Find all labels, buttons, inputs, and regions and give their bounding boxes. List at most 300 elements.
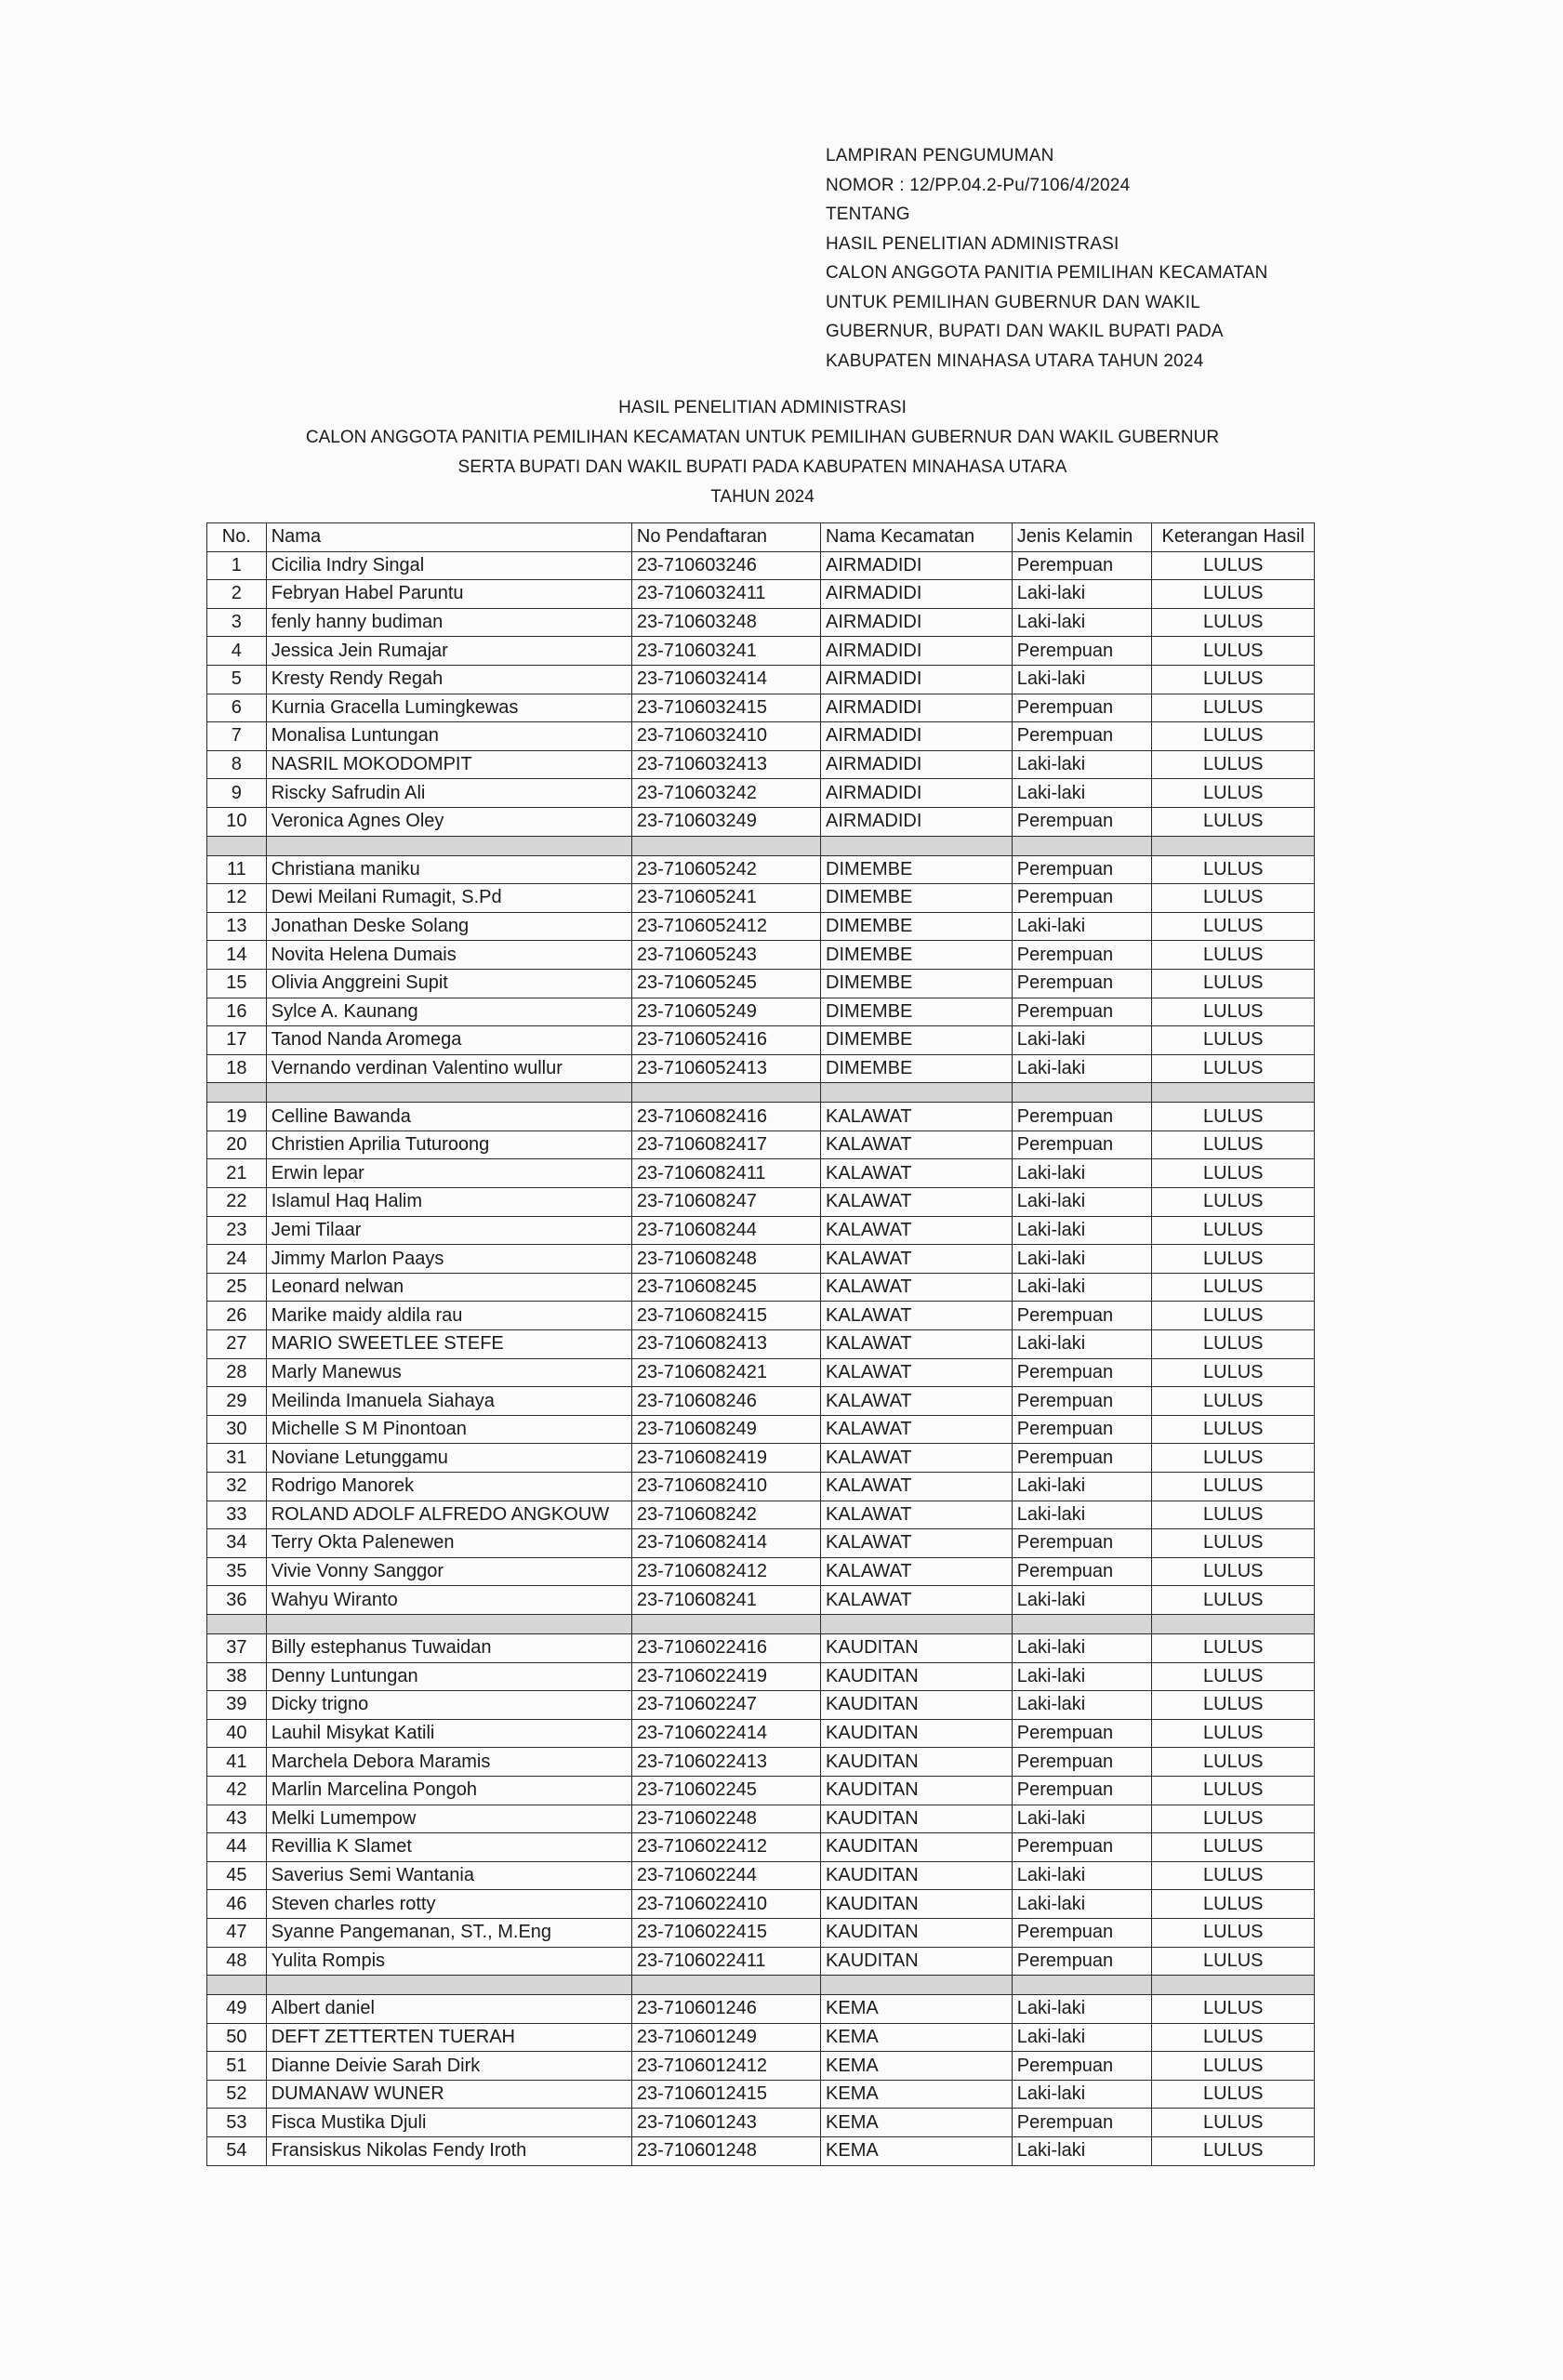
separator-cell [631, 1614, 820, 1633]
cell-keterangan: LULUS [1152, 941, 1315, 970]
cell-jenis-kelamin: Laki-laki [1012, 1805, 1152, 1833]
cell-keterangan: LULUS [1152, 969, 1315, 998]
table-row [207, 1054, 1315, 1083]
cell-jenis-kelamin: Perempuan [1012, 1444, 1152, 1473]
cell-no-pendaftaran: 23-7106012412 [631, 2052, 820, 2081]
cell-no-pendaftaran: 23-710605242 [631, 855, 820, 884]
table-row [207, 1947, 1315, 1976]
cell-kecamatan: KALAWAT [821, 1444, 1013, 1473]
cell-no: 10 [207, 807, 267, 836]
cell-no-pendaftaran: 23-7106022410 [631, 1890, 820, 1919]
cell-no: 35 [207, 1557, 267, 1586]
cell-no-pendaftaran: 23-710603242 [631, 779, 820, 808]
cell-no-pendaftaran: 23-7106082417 [631, 1130, 820, 1159]
separator-cell [1012, 1083, 1152, 1103]
separator-cell [821, 1083, 1013, 1103]
cell-no-pendaftaran: 23-710608241 [631, 1586, 820, 1615]
cell-nama: Syanne Pangemanan, ST., M.Eng [266, 1918, 631, 1947]
separator-cell [1012, 1614, 1152, 1633]
cell-jenis-kelamin: Laki-laki [1012, 2137, 1152, 2166]
cell-kecamatan: KAUDITAN [821, 1776, 1013, 1805]
cell-kecamatan: KEMA [821, 2052, 1013, 2081]
table-row [207, 1444, 1315, 1473]
cell-no-pendaftaran: 23-710603241 [631, 637, 820, 666]
cell-no: 46 [207, 1890, 267, 1919]
cell-jenis-kelamin: Perempuan [1012, 1358, 1152, 1387]
cell-keterangan: LULUS [1152, 1947, 1315, 1976]
cell-jenis-kelamin: Laki-laki [1012, 1633, 1152, 1662]
cell-no: 15 [207, 969, 267, 998]
cell-no: 52 [207, 2080, 267, 2109]
cell-kecamatan: KALAWAT [821, 1586, 1013, 1615]
table-row [207, 1691, 1315, 1720]
cell-kecamatan: AIRMADIDI [821, 779, 1013, 808]
cell-jenis-kelamin: Perempuan [1012, 941, 1152, 970]
cell-nama: Albert daniel [266, 1995, 631, 2024]
cell-keterangan: LULUS [1152, 884, 1315, 913]
cell-no-pendaftaran: 23-710608244 [631, 1216, 820, 1245]
cell-kecamatan: DIMEMBE [821, 941, 1013, 970]
cell-no: 48 [207, 1947, 267, 1976]
cell-kecamatan: AIRMADIDI [821, 551, 1013, 580]
cell-kecamatan: DIMEMBE [821, 884, 1013, 913]
cell-jenis-kelamin: Perempuan [1012, 969, 1152, 998]
cell-jenis-kelamin: Perempuan [1012, 1103, 1152, 1131]
cell-no: 5 [207, 665, 267, 694]
cell-no: 31 [207, 1444, 267, 1473]
cell-jenis-kelamin: Perempuan [1012, 998, 1152, 1026]
cell-kecamatan: KALAWAT [821, 1529, 1013, 1558]
cell-no-pendaftaran: 23-710603246 [631, 551, 820, 580]
separator-cell [266, 1083, 631, 1103]
table-row [207, 637, 1315, 666]
cell-nama: Vernando verdinan Valentino wullur [266, 1054, 631, 1083]
table-row [207, 1719, 1315, 1748]
cell-kecamatan: KAUDITAN [821, 1890, 1013, 1919]
cell-jenis-kelamin: Laki-laki [1012, 1586, 1152, 1615]
cell-no-pendaftaran: 23-710605243 [631, 941, 820, 970]
cell-nama: Steven charles rotty [266, 1890, 631, 1919]
cell-kecamatan: KAUDITAN [821, 1719, 1013, 1748]
cell-no: 21 [207, 1159, 267, 1188]
cell-nama: MARIO SWEETLEE STEFE [266, 1330, 631, 1359]
cell-keterangan: LULUS [1152, 1861, 1315, 1890]
cell-nama: ROLAND ADOLF ALFREDO ANGKOUW [266, 1501, 631, 1529]
cell-keterangan: LULUS [1152, 1387, 1315, 1416]
cell-no-pendaftaran: 23-710603248 [631, 608, 820, 637]
cell-keterangan: LULUS [1152, 1529, 1315, 1558]
separator-cell [1152, 836, 1315, 855]
table-row [207, 722, 1315, 751]
cell-no-pendaftaran: 23-7106082416 [631, 1103, 820, 1131]
cell-no-pendaftaran: 23-7106082421 [631, 1358, 820, 1387]
cell-nama: Erwin lepar [266, 1159, 631, 1188]
cell-no-pendaftaran: 23-7106082414 [631, 1529, 820, 1558]
title-line: TAHUN 2024 [710, 487, 815, 507]
cell-no-pendaftaran: 23-710608247 [631, 1188, 820, 1217]
table-row [207, 608, 1315, 637]
cell-kecamatan: KAUDITAN [821, 1691, 1013, 1720]
cell-nama: Kresty Rendy Regah [266, 665, 631, 694]
table-row [207, 998, 1315, 1026]
table-row [207, 1103, 1315, 1131]
table-row [207, 1330, 1315, 1359]
table-row [207, 1358, 1315, 1387]
cell-kecamatan: AIRMADIDI [821, 580, 1013, 609]
cell-no: 32 [207, 1473, 267, 1501]
cell-no-pendaftaran: 23-710601246 [631, 1995, 820, 2024]
cell-keterangan: LULUS [1152, 1918, 1315, 1947]
cell-keterangan: LULUS [1152, 694, 1315, 722]
cell-keterangan: LULUS [1152, 1273, 1315, 1302]
cell-nama: DEFT ZETTERTEN TUERAH [266, 2023, 631, 2052]
table-row [207, 912, 1315, 941]
table-header-row [207, 523, 1315, 552]
cell-kecamatan: KALAWAT [821, 1103, 1013, 1131]
cell-no: 1 [207, 551, 267, 580]
group-separator-row [207, 1614, 1315, 1633]
cell-kecamatan: KALAWAT [821, 1159, 1013, 1188]
cell-nama: Islamul Haq Halim [266, 1188, 631, 1217]
title-line: HASIL PENELITIAN ADMINISTRASI [618, 398, 907, 417]
cell-kecamatan: KAUDITAN [821, 1805, 1013, 1833]
cell-jenis-kelamin: Laki-laki [1012, 1026, 1152, 1055]
cell-kecamatan: KALAWAT [821, 1188, 1013, 1217]
cell-kecamatan: KALAWAT [821, 1130, 1013, 1159]
cell-nama: Wahyu Wiranto [266, 1586, 631, 1615]
cell-nama: DUMANAW WUNER [266, 2080, 631, 2109]
table-row [207, 1995, 1315, 2024]
cell-nama: Marly Manewus [266, 1358, 631, 1387]
cell-nama: Monalisa Luntungan [266, 722, 631, 751]
cell-no: 9 [207, 779, 267, 808]
cell-keterangan: LULUS [1152, 608, 1315, 637]
cell-no-pendaftaran: 23-710602248 [631, 1805, 820, 1833]
cell-no-pendaftaran: 23-710605245 [631, 969, 820, 998]
cell-no-pendaftaran: 23-710605241 [631, 884, 820, 913]
cell-keterangan: LULUS [1152, 1662, 1315, 1691]
cell-jenis-kelamin: Laki-laki [1012, 2023, 1152, 2052]
table-row [207, 1633, 1315, 1662]
table-row [207, 2080, 1315, 2109]
table-row [207, 1130, 1315, 1159]
cell-keterangan: LULUS [1152, 1159, 1315, 1188]
title-line: SERTA BUPATI DAN WAKIL BUPATI PADA KABUPATEN MINAHASA UTARA [457, 457, 1067, 477]
cell-nama: NASRIL MOKODOMPIT [266, 750, 631, 779]
lampiran-line: HASIL PENELITIAN ADMINISTRASI [826, 233, 1119, 254]
cell-kecamatan: DIMEMBE [821, 855, 1013, 884]
cell-no-pendaftaran: 23-7106082419 [631, 1444, 820, 1473]
table-row [207, 1805, 1315, 1833]
cell-keterangan: LULUS [1152, 1748, 1315, 1777]
cell-nama: Marchela Debora Maramis [266, 1748, 631, 1777]
cell-kecamatan: DIMEMBE [821, 1054, 1013, 1083]
cell-no: 17 [207, 1026, 267, 1055]
cell-nama: Fisca Mustika Djuli [266, 2109, 631, 2137]
separator-cell [821, 1614, 1013, 1633]
cell-jenis-kelamin: Perempuan [1012, 855, 1152, 884]
cell-no: 11 [207, 855, 267, 884]
cell-no-pendaftaran: 23-7106022419 [631, 1662, 820, 1691]
cell-jenis-kelamin: Perempuan [1012, 1918, 1152, 1947]
cell-kecamatan: KAUDITAN [821, 1633, 1013, 1662]
cell-no: 39 [207, 1691, 267, 1720]
table-row [207, 1861, 1315, 1890]
cell-jenis-kelamin: Laki-laki [1012, 1216, 1152, 1245]
cell-nama: Jonathan Deske Solang [266, 912, 631, 941]
cell-kecamatan: AIRMADIDI [821, 637, 1013, 666]
cell-keterangan: LULUS [1152, 1103, 1315, 1131]
cell-kecamatan: AIRMADIDI [821, 750, 1013, 779]
cell-jenis-kelamin: Laki-laki [1012, 1861, 1152, 1890]
table-row [207, 1302, 1315, 1330]
table-row [207, 1159, 1315, 1188]
cell-kecamatan: KAUDITAN [821, 1861, 1013, 1890]
cell-nama: Tanod Nanda Aromega [266, 1026, 631, 1055]
cell-no: 24 [207, 1245, 267, 1274]
cell-jenis-kelamin: Perempuan [1012, 2052, 1152, 2081]
table-row [207, 969, 1315, 998]
cell-kecamatan: KEMA [821, 2023, 1013, 2052]
header-keterangan-hasil: Keterangan Hasil [1152, 523, 1315, 552]
cell-kecamatan: KALAWAT [821, 1387, 1013, 1416]
separator-cell [1152, 1083, 1315, 1103]
cell-no-pendaftaran: 23-710608249 [631, 1415, 820, 1444]
cell-no-pendaftaran: 23-7106032414 [631, 665, 820, 694]
cell-keterangan: LULUS [1152, 1691, 1315, 1720]
cell-no: 26 [207, 1302, 267, 1330]
cell-kecamatan: DIMEMBE [821, 998, 1013, 1026]
cell-nama: Christien Aprilia Tuturoong [266, 1130, 631, 1159]
table-row [207, 1776, 1315, 1805]
cell-no: 20 [207, 1130, 267, 1159]
cell-no-pendaftaran: 23-7106082410 [631, 1473, 820, 1501]
cell-jenis-kelamin: Laki-laki [1012, 608, 1152, 637]
cell-jenis-kelamin: Perempuan [1012, 1833, 1152, 1862]
cell-no-pendaftaran: 23-7106022413 [631, 1748, 820, 1777]
cell-no: 4 [207, 637, 267, 666]
table-row [207, 855, 1315, 884]
cell-no: 36 [207, 1586, 267, 1615]
cell-no: 53 [207, 2109, 267, 2137]
cell-nama: Novita Helena Dumais [266, 941, 631, 970]
cell-nama: Meilinda Imanuela Siahaya [266, 1387, 631, 1416]
cell-keterangan: LULUS [1152, 1188, 1315, 1217]
cell-no-pendaftaran: 23-7106082413 [631, 1330, 820, 1359]
cell-nama: Terry Okta Palenewen [266, 1529, 631, 1558]
cell-kecamatan: KALAWAT [821, 1330, 1013, 1359]
cell-kecamatan: KALAWAT [821, 1302, 1013, 1330]
cell-no-pendaftaran: 23-710603249 [631, 807, 820, 836]
table-row [207, 580, 1315, 609]
cell-no: 38 [207, 1662, 267, 1691]
group-separator-row [207, 836, 1315, 855]
cell-no: 45 [207, 1861, 267, 1890]
cell-jenis-kelamin: Laki-laki [1012, 1188, 1152, 1217]
cell-no: 13 [207, 912, 267, 941]
cell-keterangan: LULUS [1152, 1719, 1315, 1748]
cell-nama: Febryan Habel Paruntu [266, 580, 631, 609]
cell-keterangan: LULUS [1152, 1586, 1315, 1615]
table-row [207, 1918, 1315, 1947]
cell-no: 40 [207, 1719, 267, 1748]
cell-kecamatan: KAUDITAN [821, 1833, 1013, 1862]
table-body [207, 551, 1315, 2165]
cell-no: 7 [207, 722, 267, 751]
cell-kecamatan: KEMA [821, 2080, 1013, 2109]
separator-cell [821, 836, 1013, 855]
cell-no: 34 [207, 1529, 267, 1558]
cell-jenis-kelamin: Perempuan [1012, 1947, 1152, 1976]
separator-cell [207, 836, 267, 855]
cell-jenis-kelamin: Perempuan [1012, 551, 1152, 580]
cell-no-pendaftaran: 23-710608242 [631, 1501, 820, 1529]
table-row [207, 2109, 1315, 2137]
cell-nama: Cicilia Indry Singal [266, 551, 631, 580]
cell-jenis-kelamin: Laki-laki [1012, 1054, 1152, 1083]
cell-kecamatan: KALAWAT [821, 1358, 1013, 1387]
cell-no: 47 [207, 1918, 267, 1947]
table-row [207, 1387, 1315, 1416]
cell-keterangan: LULUS [1152, 1473, 1315, 1501]
cell-no-pendaftaran: 23-7106032415 [631, 694, 820, 722]
separator-cell [207, 1614, 267, 1633]
cell-kecamatan: AIRMADIDI [821, 608, 1013, 637]
cell-nama: fenly hanny budiman [266, 608, 631, 637]
cell-kecamatan: KAUDITAN [821, 1918, 1013, 1947]
cell-jenis-kelamin: Laki-laki [1012, 912, 1152, 941]
cell-keterangan: LULUS [1152, 1358, 1315, 1387]
cell-kecamatan: DIMEMBE [821, 1026, 1013, 1055]
cell-nama: Dicky trigno [266, 1691, 631, 1720]
cell-jenis-kelamin: Perempuan [1012, 1387, 1152, 1416]
cell-keterangan: LULUS [1152, 1330, 1315, 1359]
cell-kecamatan: AIRMADIDI [821, 807, 1013, 836]
cell-kecamatan: AIRMADIDI [821, 665, 1013, 694]
cell-keterangan: LULUS [1152, 1444, 1315, 1473]
cell-no: 2 [207, 580, 267, 609]
cell-no: 27 [207, 1330, 267, 1359]
lampiran-line: KABUPATEN MINAHASA UTARA TAHUN 2024 [826, 350, 1204, 371]
header-nama-kecamatan: Nama Kecamatan [821, 523, 1013, 552]
cell-nama: Leonard nelwan [266, 1273, 631, 1302]
lampiran-line: UNTUK PEMILIHAN GUBERNUR DAN WAKIL [826, 292, 1201, 312]
cell-nama: Yulita Rompis [266, 1947, 631, 1976]
cell-jenis-kelamin: Perempuan [1012, 637, 1152, 666]
cell-no-pendaftaran: 23-7106022412 [631, 1833, 820, 1862]
separator-cell [266, 1976, 631, 1995]
cell-jenis-kelamin: Perempuan [1012, 884, 1152, 913]
cell-nama: Kurnia Gracella Lumingkewas [266, 694, 631, 722]
cell-keterangan: LULUS [1152, 1995, 1315, 2024]
cell-kecamatan: KALAWAT [821, 1273, 1013, 1302]
separator-cell [266, 836, 631, 855]
cell-no-pendaftaran: 23-7106032410 [631, 722, 820, 751]
cell-jenis-kelamin: Laki-laki [1012, 2080, 1152, 2109]
table-row [207, 1748, 1315, 1777]
separator-cell [266, 1614, 631, 1633]
cell-kecamatan: KALAWAT [821, 1557, 1013, 1586]
group-separator-row [207, 1976, 1315, 1995]
cell-no-pendaftaran: 23-7106022414 [631, 1719, 820, 1748]
cell-no-pendaftaran: 23-710608248 [631, 1245, 820, 1274]
cell-nama: Olivia Anggreini Supit [266, 969, 631, 998]
cell-keterangan: LULUS [1152, 1557, 1315, 1586]
table-row [207, 1026, 1315, 1055]
table-row [207, 1216, 1315, 1245]
cell-no-pendaftaran: 23-7106032413 [631, 750, 820, 779]
table-row [207, 1557, 1315, 1586]
cell-jenis-kelamin: Laki-laki [1012, 1691, 1152, 1720]
separator-cell [1152, 1976, 1315, 1995]
cell-no-pendaftaran: 23-7106022416 [631, 1633, 820, 1662]
table-row [207, 2137, 1315, 2166]
cell-nama: Billy estephanus Tuwaidan [266, 1633, 631, 1662]
cell-kecamatan: KAUDITAN [821, 1748, 1013, 1777]
cell-kecamatan: DIMEMBE [821, 912, 1013, 941]
cell-no-pendaftaran: 23-7106052416 [631, 1026, 820, 1055]
lampiran-line: LAMPIRAN PENGUMUMAN [826, 146, 1054, 165]
cell-no: 41 [207, 1748, 267, 1777]
cell-no-pendaftaran: 23-710608245 [631, 1273, 820, 1302]
table-row [207, 779, 1315, 808]
cell-keterangan: LULUS [1152, 665, 1315, 694]
table-row [207, 694, 1315, 722]
cell-keterangan: LULUS [1152, 1026, 1315, 1055]
table-row [207, 665, 1315, 694]
lampiran-line: CALON ANGGOTA PANITIA PEMILIHAN KECAMATAN [826, 263, 1268, 283]
header-no-pendaftaran: No Pendaftaran [631, 523, 820, 552]
cell-nama: Dianne Deivie Sarah Dirk [266, 2052, 631, 2081]
cell-nama: Veronica Agnes Oley [266, 807, 631, 836]
cell-nama: Melki Lumempow [266, 1805, 631, 1833]
cell-kecamatan: KALAWAT [821, 1245, 1013, 1274]
table-row [207, 1245, 1315, 1274]
cell-keterangan: LULUS [1152, 807, 1315, 836]
table-row [207, 2052, 1315, 2081]
cell-kecamatan: KALAWAT [821, 1501, 1013, 1529]
cell-keterangan: LULUS [1152, 637, 1315, 666]
cell-no-pendaftaran: 23-7106022411 [631, 1947, 820, 1976]
cell-no: 49 [207, 1995, 267, 2024]
cell-jenis-kelamin: Laki-laki [1012, 1159, 1152, 1188]
cell-keterangan: LULUS [1152, 2080, 1315, 2109]
table-row [207, 1188, 1315, 1217]
cell-nama: Noviane Letunggamu [266, 1444, 631, 1473]
separator-cell [1152, 1614, 1315, 1633]
separator-cell [821, 1976, 1013, 1995]
cell-jenis-kelamin: Laki-laki [1012, 580, 1152, 609]
table-row [207, 551, 1315, 580]
cell-nama: Christiana maniku [266, 855, 631, 884]
cell-jenis-kelamin: Perempuan [1012, 1415, 1152, 1444]
cell-no: 23 [207, 1216, 267, 1245]
cell-nama: Riscky Safrudin Ali [266, 779, 631, 808]
cell-keterangan: LULUS [1152, 998, 1315, 1026]
table-row [207, 941, 1315, 970]
cell-nama: Dewi Meilani Rumagit, S.Pd [266, 884, 631, 913]
separator-cell [1012, 836, 1152, 855]
cell-jenis-kelamin: Laki-laki [1012, 1273, 1152, 1302]
cell-kecamatan: KALAWAT [821, 1415, 1013, 1444]
cell-keterangan: LULUS [1152, 1776, 1315, 1805]
cell-jenis-kelamin: Perempuan [1012, 1302, 1152, 1330]
cell-jenis-kelamin: Laki-laki [1012, 1501, 1152, 1529]
cell-nama: Jessica Jein Rumajar [266, 637, 631, 666]
cell-kecamatan: KAUDITAN [821, 1947, 1013, 1976]
cell-kecamatan: KEMA [821, 1995, 1013, 2024]
cell-keterangan: LULUS [1152, 1415, 1315, 1444]
